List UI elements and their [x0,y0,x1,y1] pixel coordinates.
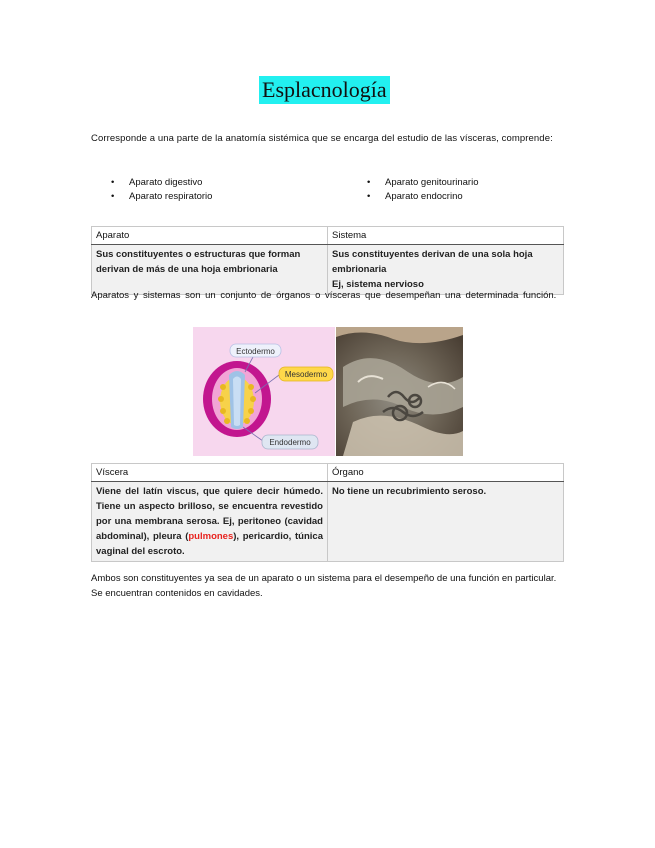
list-item: • Aparato digestivo [111,176,212,190]
table-row [92,482,564,562]
label-endodermo: Endodermo [269,438,311,447]
header-viscera: Víscera [92,464,328,482]
viscera-organo-table [91,463,564,562]
page-title: Esplacnología [259,76,390,104]
germ-layers-diagram [193,327,335,456]
cell-sistema-example: Ej, sistema nervioso [332,279,424,290]
list-item: • Aparato genitourinario [367,176,478,190]
label-mesodermo: Mesodermo [284,370,328,379]
paragraph-ambos: Ambos son constituyentes ya sea de un aparato o un sistema para el desempeño de una función en particular. Se encuentran contenidos en cavidades. [91,573,557,599]
cell-sistema-text: Sus constituyentes derivan de una sola hoja embrionaria [332,249,533,275]
paragraph-aparatos: Aparatos y sistemas son un conjunto de órganos o vísceras que desempeñan una determinada función. [91,290,557,301]
viscera-highlight-pulmones: pulmones [188,531,234,542]
cell-sistema [328,245,564,295]
list-item: • Aparato respiratorio [111,190,212,204]
bullet-list-right [367,176,478,204]
cell-organo: No tiene un recubrimiento seroso. [328,482,564,562]
cell-aparato: Sus constituyentes o estructuras que forman derivan de más de una hoja embrionaria [92,245,328,295]
embryo-figure [193,327,463,456]
table-row [92,245,564,295]
viscera-photo [336,327,463,456]
intro-text: Corresponde a una parte de la anatomía sistémica que se encarga del estudio de las vísceras, comprende: [91,133,553,144]
header-aparato: Aparato [92,227,328,245]
table-header-row [92,227,564,245]
viscera-text-b: ), pericardio, túnica vaginal del escroto. [96,531,323,557]
header-organo: Órgano [328,464,564,482]
header-sistema: Sistema [328,227,564,245]
bullet-list-left [111,176,212,204]
cell-viscera [92,482,328,562]
aparato-sistema-table [91,226,564,295]
label-ectodermo: Ectodermo [236,347,275,356]
viscera-text-a: Viene del latín viscus, que quiere decir húmedo. Tiene un aspecto brilloso, se encuentra revestido por una membrana serosa. Ej, peritoneo (cavidad abdominal), pleura ( [96,486,323,542]
table-header-row [92,464,564,482]
list-item: • Aparato endocrino [367,190,478,204]
